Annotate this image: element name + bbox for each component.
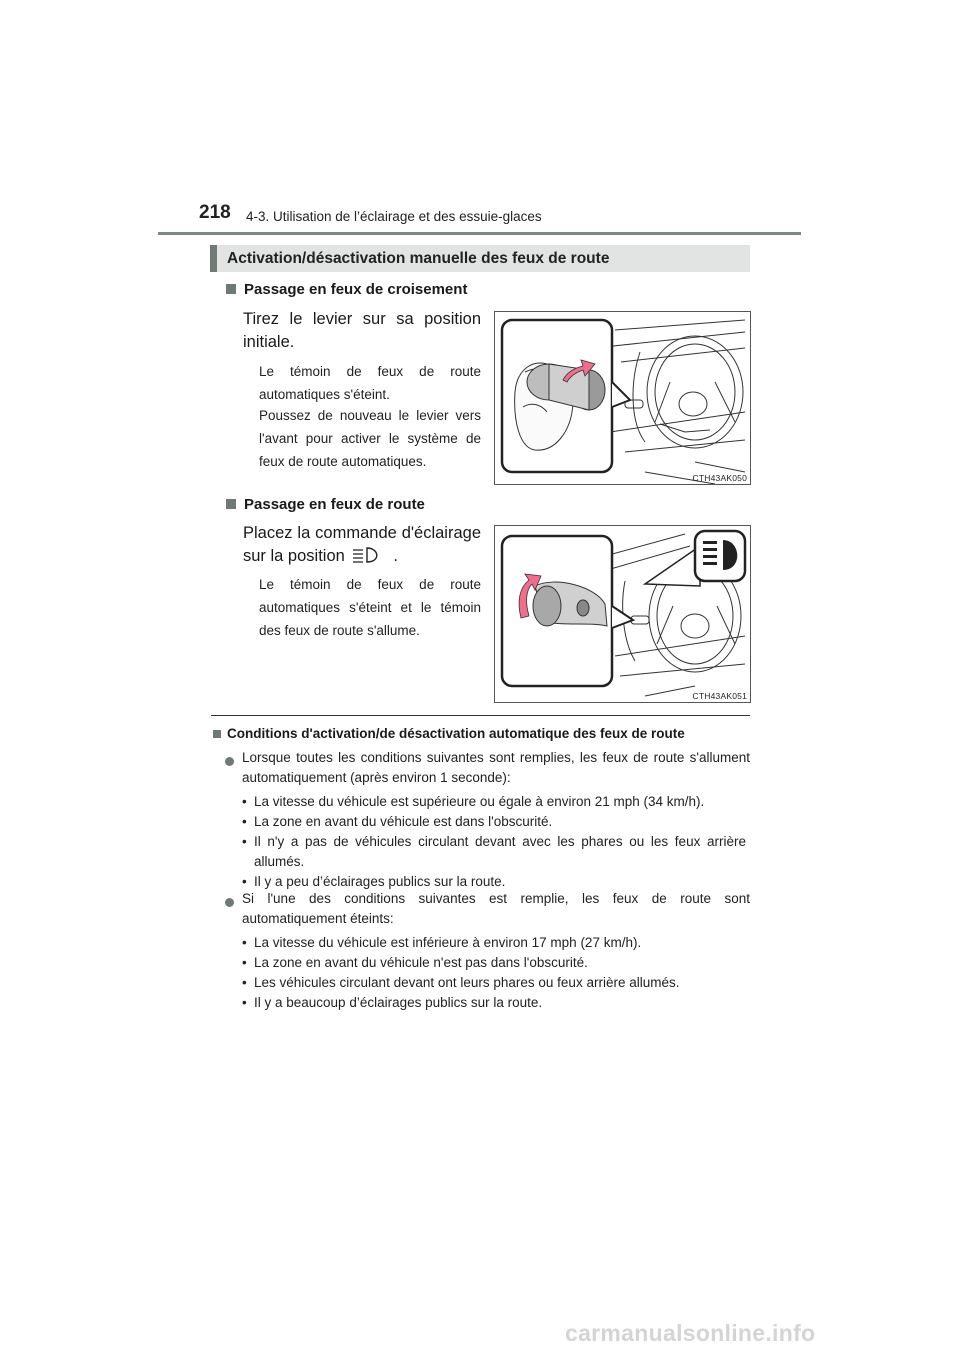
high-beam-illustration	[494, 525, 751, 703]
circle-bullet-icon	[225, 753, 234, 771]
low-beam-illustration	[494, 311, 751, 485]
low-beam-instruction: Tirez le levier sur sa position initiale.	[243, 310, 481, 351]
high-beam-instruction-text: Placez la commande d'éclairage sur la position	[243, 524, 481, 565]
list-item-text: La vitesse du véhicule est inférieure à environ 17 mph (27 km/h).	[254, 935, 642, 950]
header-divider	[158, 232, 801, 235]
section-title-bar	[210, 245, 750, 272]
list-item: • Il n'y a pas de véhicules circulant devant avec les phares ou les feux arrière allumés.	[242, 832, 750, 872]
activate-intro: Lorsque toutes les conditions suivantes sont remplies, les feux de route s'allument automatiquement (après environ 1 seconde):	[242, 750, 750, 785]
section-title: Activation/désactivation manuelle des feux de route	[227, 250, 610, 267]
list-item-text: Il y a beaucoup d’éclairages publics sur la route.	[254, 995, 543, 1010]
low-beam-note-1: Le témoin de feux de route automatiques s'éteint.	[259, 364, 481, 402]
low-beam-heading	[226, 281, 467, 298]
list-item: • La vitesse du véhicule est supérieure ou égale à environ 21 mph (34 km/h).	[242, 792, 750, 812]
list-item-text: La zone en avant du véhicule est dans l'obscurité.	[254, 814, 553, 829]
list-item-text: Les véhicules circulant devant ont leurs phares ou feux arrière allumés.	[254, 975, 680, 990]
low-beam-heading-text: Passage en feux de croisement	[244, 281, 468, 298]
list-item-text: Il y a peu d’éclairages publics sur la route.	[254, 874, 506, 889]
high-beam-note: Le témoin de feux de route automatiques s'éteint et le témoin des feux de route s'allume.	[259, 577, 481, 638]
conditions-title-text: Conditions d'activation/de désactivation automatique des feux de route	[227, 726, 685, 741]
deactivate-intro: Si l'une des conditions suivantes est remplie, les feux de route sont automatiquement éteints:	[242, 891, 750, 926]
circle-bullet-icon	[225, 894, 234, 912]
chapter-title: 4-3. Utilisation de l’éclairage et des essuie-glaces	[246, 209, 542, 224]
deactivate-list	[242, 933, 750, 1013]
list-item: • La zone en avant du véhicule est dans l'obscurité.	[242, 812, 750, 832]
high-beam-instruction-end: .	[393, 547, 398, 565]
list-item: • Il y a beaucoup d’éclairages publics sur la route.	[242, 993, 750, 1013]
list-item: • La zone en avant du véhicule n'est pas dans l'obscurité.	[242, 953, 750, 973]
activate-list	[242, 792, 750, 892]
watermark[interactable]: carmanualsonline.info	[565, 1320, 816, 1346]
section-divider	[211, 715, 750, 716]
lever-push-illustration	[495, 526, 750, 702]
figure-code: CTH43AK051	[692, 691, 747, 701]
square-bullet-icon	[226, 499, 236, 509]
high-beam-heading	[226, 496, 425, 513]
list-item: • Les véhicules circulant devant ont leurs phares ou feux arrière allumés.	[242, 973, 750, 993]
square-bullet-icon	[213, 730, 221, 738]
high-beam-instruction	[243, 522, 481, 568]
list-item-text: La zone en avant du véhicule n'est pas dans l'obscurité.	[254, 955, 588, 970]
high-beam-heading-text: Passage en feux de route	[244, 496, 425, 513]
high-beam-icon	[349, 546, 393, 564]
conditions-title	[213, 726, 685, 741]
figure-code: CTH43AK050	[692, 473, 747, 483]
list-item-text: Il n'y a pas de véhicules circulant devant avec les phares ou les feux arrière allumés.	[254, 834, 746, 869]
list-item: • Il y a peu d’éclairages publics sur la route.	[242, 872, 750, 892]
square-bullet-icon	[226, 284, 236, 294]
list-item-text: La vitesse du véhicule est supérieure ou égale à environ 21 mph (34 km/h).	[254, 794, 705, 809]
list-item: • La vitesse du véhicule est inférieure à environ 17 mph (27 km/h).	[242, 933, 750, 953]
low-beam-note-2: Poussez de nouveau le levier vers l'avant pour activer le système de feux de route automatiques.	[259, 408, 481, 469]
page-number: 218	[199, 202, 231, 223]
lever-pull-illustration	[495, 312, 750, 484]
